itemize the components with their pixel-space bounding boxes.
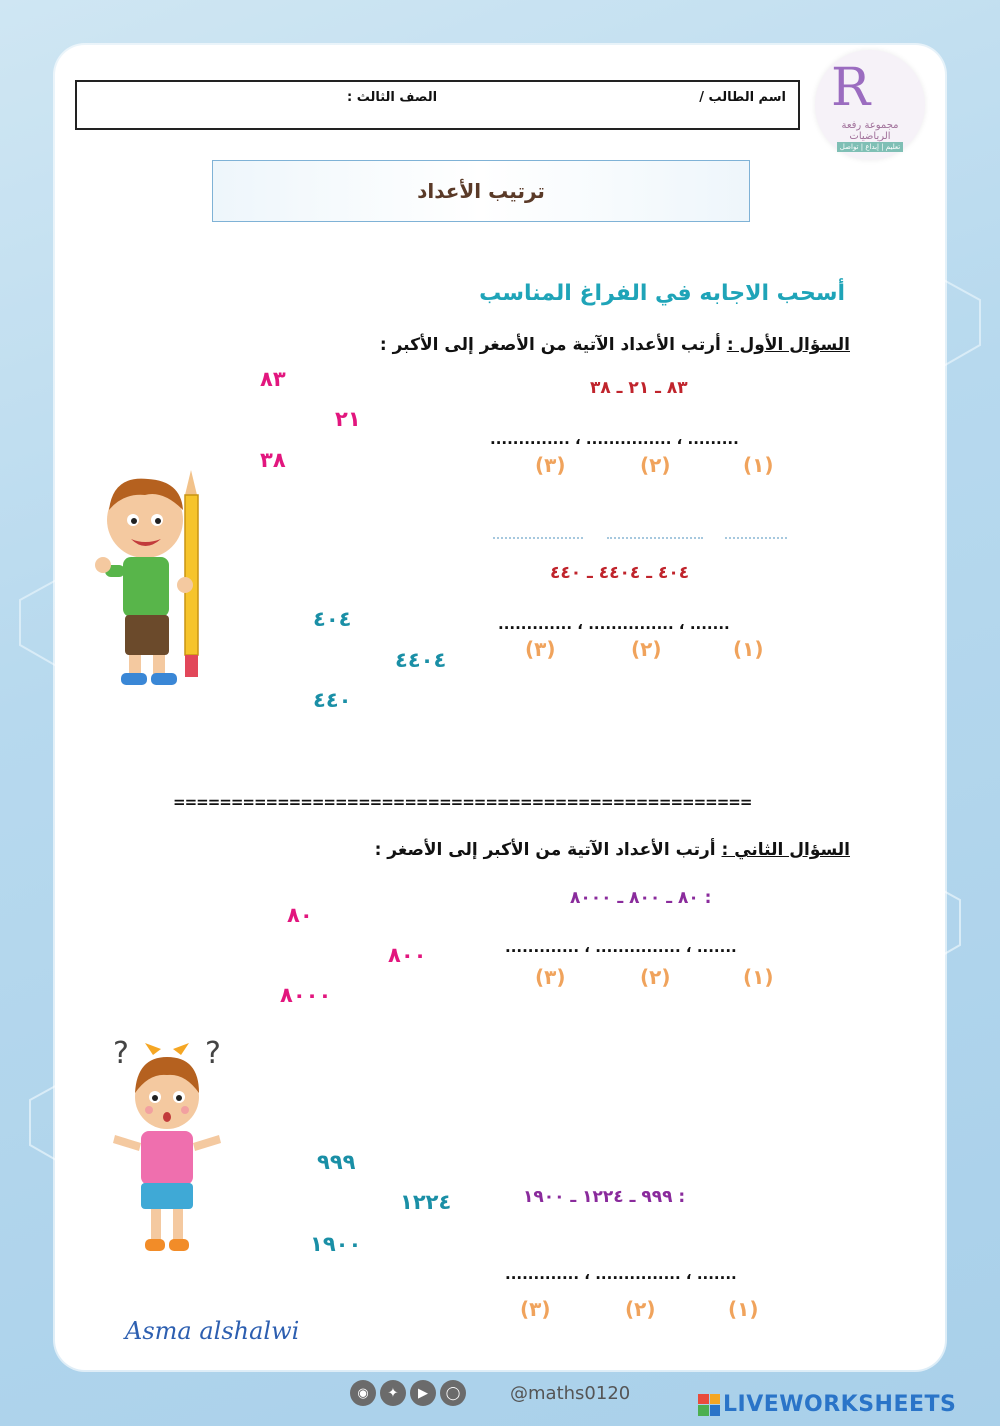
- student-info-box: [75, 80, 800, 130]
- drag-instruction: أسحب الاجابه في الفراغ المناسب: [479, 281, 845, 306]
- worksheet-page: [55, 45, 945, 1370]
- youtube-icon[interactable]: ▶: [410, 1380, 436, 1406]
- liveworksheets-logo[interactable]: [698, 1392, 956, 1417]
- drag-item-8000[interactable]: ٨٠٠٠: [280, 983, 332, 1007]
- worksheet-title: ترتيب الأعداد: [212, 160, 750, 222]
- question-1-label: السؤال الأول :: [726, 335, 850, 355]
- drag-item-999[interactable]: ٩٩٩: [317, 1150, 356, 1174]
- snapchat-icon[interactable]: ◉: [350, 1380, 376, 1406]
- boy-with-pencil-illustration: [93, 465, 233, 695]
- q2-set2-position-3: (٣): [520, 1297, 551, 1321]
- drag-item-83[interactable]: ٨٣: [260, 367, 286, 391]
- section-separator: ==================================================: [173, 793, 752, 811]
- q1-set1-position-1: (١): [743, 453, 774, 477]
- student-name-label: اسم الطالب /: [699, 90, 786, 105]
- liveworksheets-icon: [698, 1394, 720, 1416]
- grade-label: الصف الثالث :: [347, 90, 438, 105]
- instagram-icon[interactable]: ◯: [440, 1380, 466, 1406]
- q1-set1-position-2: (٢): [640, 453, 671, 477]
- q2-set1-position-2: (٢): [640, 965, 671, 989]
- q1-set2-position-3: (٣): [525, 637, 556, 661]
- drag-item-404[interactable]: ٤٠٤: [313, 607, 352, 631]
- q1-set2-position-2: (٢): [631, 637, 662, 661]
- drag-item-80[interactable]: ٨٠: [287, 903, 313, 927]
- dotted-line: [493, 537, 583, 539]
- q1-set2-answer-blanks[interactable]: ....... ، ............... ، .............: [498, 615, 730, 633]
- author-signature: Asma alshalwi: [125, 1317, 300, 1345]
- dotted-line: [607, 537, 703, 539]
- confused-girl-illustration: [105, 1035, 235, 1265]
- q1-set2-position-1: (١): [733, 637, 764, 661]
- dotted-line: [725, 537, 787, 539]
- drag-item-38[interactable]: ٣٨: [260, 448, 286, 472]
- logo-text: مجموعة رفعة الرياضيات: [841, 120, 899, 142]
- q2-set1-position-1: (١): [743, 965, 774, 989]
- drag-item-4404[interactable]: ٤٤٠٤: [395, 648, 447, 672]
- question-2-heading: [375, 840, 850, 860]
- question-1-heading: [380, 335, 850, 355]
- q1-set1-sequence: ٨٣ ـ ٢١ ـ ٣٨: [590, 378, 688, 398]
- q2-set2-position-2: (٢): [625, 1297, 656, 1321]
- drag-item-21[interactable]: ٢١: [335, 407, 361, 431]
- q2-set2-position-1: (١): [728, 1297, 759, 1321]
- question-2-label: السؤال الثاني :: [721, 840, 850, 860]
- q1-set1-answer-blanks[interactable]: ......... ، ............... ، ..............: [490, 430, 739, 448]
- drag-item-1900[interactable]: ١٩٠٠: [310, 1232, 362, 1256]
- question-2-text: أرتب الأعداد الآتية من الأكبر إلى الأصغر :: [374, 840, 722, 860]
- logo-letter: R: [831, 58, 871, 118]
- social-icons: [350, 1380, 466, 1406]
- drag-item-800[interactable]: ٨٠٠: [388, 943, 427, 967]
- logo-tags: تعليم | إبداع | تواصل: [837, 142, 903, 152]
- twitter-icon[interactable]: ✦: [380, 1380, 406, 1406]
- q2-set1-position-3: (٣): [535, 965, 566, 989]
- q2-set2-answer-blanks[interactable]: ....... ، ............... ، .............: [505, 1265, 737, 1283]
- drag-item-440[interactable]: ٤٤٠: [313, 688, 352, 712]
- question-1-text: أرتب الأعداد الآتية من الأصغر إلى الأكبر :: [379, 335, 727, 355]
- q2-set1-answer-blanks[interactable]: ....... ، ............... ، .............: [505, 938, 737, 956]
- svg-text:?: ?: [113, 1036, 129, 1071]
- q1-set1-position-3: (٣): [535, 453, 566, 477]
- q2-set2-sequence: : ٩٩٩ ـ ١٢٢٤ ـ ١٩٠٠: [523, 1187, 686, 1207]
- q1-set2-sequence: ٤٠٤ ـ ٤٤٠٤ ـ ٤٤٠: [550, 563, 690, 583]
- svg-text:?: ?: [205, 1036, 221, 1071]
- q2-set1-sequence: : ٨٠ ـ ٨٠٠ ـ ٨٠٠٠: [570, 888, 712, 908]
- group-logo: [815, 50, 925, 160]
- liveworksheets-brand: LIVEWORKSHEETS: [723, 1392, 957, 1417]
- drag-item-1224[interactable]: ١٢٢٤: [400, 1190, 452, 1214]
- social-handle: @maths0120: [510, 1383, 631, 1404]
